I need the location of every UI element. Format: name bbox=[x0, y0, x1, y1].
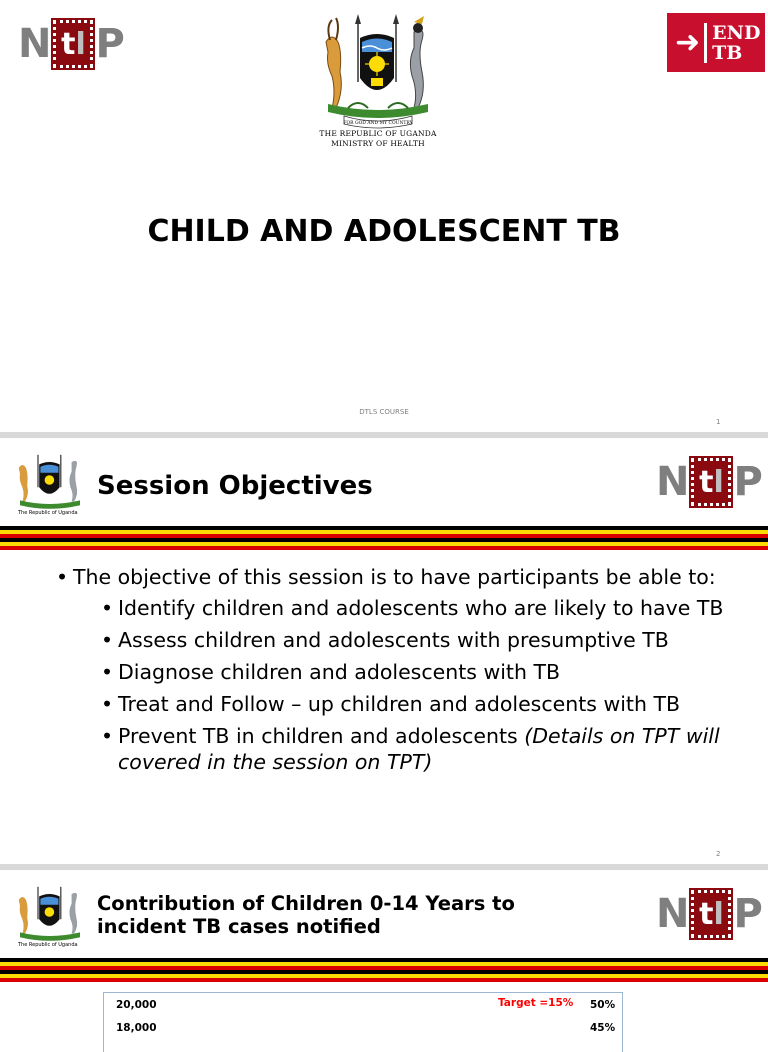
chart-frame bbox=[103, 992, 623, 1052]
uganda-coat-of-arms-small bbox=[14, 450, 86, 510]
ntlp-logo-p: P bbox=[733, 891, 763, 937]
ntlp-logo-n: N bbox=[656, 891, 690, 937]
slide-title: Session Objectives bbox=[97, 471, 373, 501]
tpt-note: (Details on TPT will covered in the session on TPT) bbox=[118, 724, 720, 774]
end-tb-line1: END bbox=[712, 21, 761, 44]
ntlp-logo-t: t bbox=[699, 464, 714, 500]
slide-1 bbox=[0, 0, 768, 432]
ntlp-logo-n: N bbox=[656, 459, 690, 505]
list-item: • Treat and Follow – up children and adolescents with TB bbox=[101, 691, 726, 717]
ntlp-logo-l: l bbox=[713, 464, 724, 500]
y-axis-tick-18000: 18,000 bbox=[116, 1022, 157, 1034]
ntlp-logo-l: l bbox=[75, 26, 86, 62]
arrow-right-icon: ➜ bbox=[675, 25, 701, 60]
ntlp-logo bbox=[656, 458, 763, 506]
slide-title: CHILD AND ADOLESCENT TB bbox=[147, 214, 621, 249]
ntlp-logo-stamp bbox=[691, 890, 731, 938]
ntlp-logo-t: t bbox=[61, 26, 76, 62]
objective-intro: The objective of this session is to have participants be able to: bbox=[73, 565, 716, 589]
uganda-coat-of-arms-small bbox=[14, 882, 86, 942]
page-number: 2 bbox=[716, 850, 721, 858]
coat-motto: FOR GOD AND MY COUNTRY bbox=[343, 121, 413, 126]
slide-2 bbox=[0, 432, 768, 864]
ntlp-logo-p: P bbox=[733, 459, 763, 505]
page-number: 1 bbox=[716, 418, 721, 426]
coat-caption-small: The Republic of Uganda bbox=[18, 942, 78, 948]
objectives-list bbox=[56, 564, 726, 781]
uganda-coat-of-arms bbox=[318, 12, 438, 130]
list-item: • Assess children and adolescents with presumptive TB bbox=[101, 627, 726, 653]
ntlp-logo bbox=[656, 890, 763, 938]
list-item bbox=[56, 564, 726, 775]
ntlp-logo-stamp bbox=[53, 20, 93, 68]
caption-republic: THE REPUBLIC OF UGANDA bbox=[319, 129, 437, 138]
list-item: • Identify children and adolescents who are likely to have TB bbox=[101, 595, 726, 621]
ntlp-logo-l: l bbox=[713, 896, 724, 932]
caption-ministry: MINISTRY OF HEALTH bbox=[331, 139, 425, 148]
footer-course: DTLS COURSE bbox=[359, 408, 409, 416]
ntlp-logo-p: P bbox=[95, 21, 125, 67]
slide-3 bbox=[0, 864, 768, 1034]
title-line-2: incident TB cases notified bbox=[97, 915, 381, 938]
y-axis-tick-20000: 20,000 bbox=[116, 999, 157, 1011]
right-axis-tick-45: 45% bbox=[590, 1022, 616, 1034]
end-tb-logo bbox=[667, 13, 765, 72]
end-tb-line2: TB bbox=[712, 41, 743, 64]
prevent-text: Prevent TB in children and adolescents bbox=[118, 724, 525, 748]
flag-stripes bbox=[0, 958, 768, 982]
flag-stripes bbox=[0, 526, 768, 550]
list-item: • Diagnose children and adolescents with TB bbox=[101, 659, 726, 685]
coat-caption-small: The Republic of Uganda bbox=[18, 510, 78, 516]
coat-caption bbox=[298, 129, 458, 149]
ntlp-logo-n: N bbox=[18, 21, 52, 67]
ntlp-logo-t: t bbox=[699, 896, 714, 932]
objectives-sublist bbox=[73, 595, 726, 775]
list-item bbox=[101, 723, 726, 775]
target-label: Target =15% bbox=[498, 997, 574, 1009]
ntlp-logo-stamp bbox=[691, 458, 731, 506]
title-line-1: Contribution of Children 0-14 Years to bbox=[97, 892, 515, 915]
ntlp-logo bbox=[18, 20, 125, 68]
slide-title bbox=[97, 892, 515, 938]
right-axis-tick-50: 50% bbox=[590, 999, 616, 1011]
